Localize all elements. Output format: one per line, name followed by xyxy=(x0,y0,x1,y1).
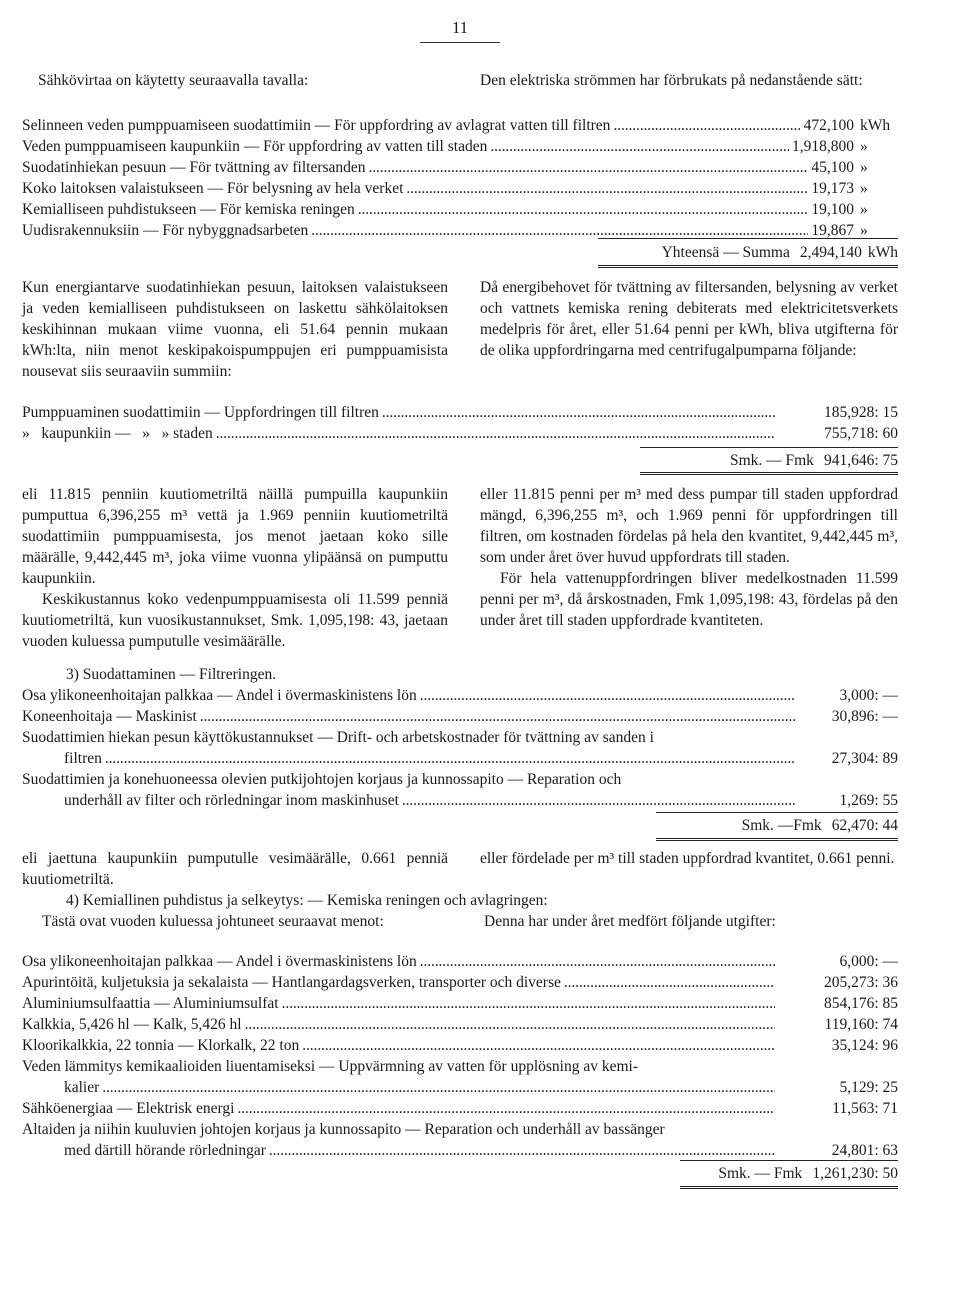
item-value: 19,100 xyxy=(811,201,854,218)
total-value: 941,646: 75 xyxy=(823,452,898,469)
item-value: 755,718: 60 xyxy=(823,425,898,442)
item-label: » kaupunkiin — » » staden xyxy=(22,425,213,442)
page-number-rule xyxy=(420,42,500,43)
item-label-2: filtren xyxy=(64,750,102,767)
item-unit: » xyxy=(860,222,868,239)
page-number: 11 xyxy=(451,18,469,37)
electricity-row xyxy=(22,136,898,157)
filtering-total xyxy=(560,815,898,836)
filtering-row xyxy=(22,706,898,727)
filtering-double-rule xyxy=(656,838,898,841)
cost-sv-2: För hela vattenuppfordringen bliver medelkostnaden 11.599 penni per m³, då årskostnaden, Fmk 1,095,198: 43, fördelas på den under året till staden uppfordrade kvantiteten. xyxy=(480,570,898,629)
electricity-row xyxy=(22,157,898,178)
item-value: 19,173 xyxy=(811,180,854,197)
cost-text-fi xyxy=(22,484,448,652)
chemical-row-wrap xyxy=(22,1119,898,1161)
item-label-2: med därtill hörande rörledningar xyxy=(64,1142,266,1159)
pumping-row xyxy=(22,423,898,444)
item-value: 854,176: 85 xyxy=(823,995,898,1012)
item-label: Osa ylikoneenhoitajan palkkaa — Andel i övermaskinistens lön xyxy=(22,953,417,970)
item-label: Aluminiumsulfaattia — Aluminiumsulfat xyxy=(22,995,279,1012)
filtering-row-wrap xyxy=(22,769,898,811)
chemical-table xyxy=(22,951,898,1161)
cost-fi-2: Keskikustannus koko vedenpumppuamisesta oli 11.599 penniä kuutiometriltä, kun vuosikustannukset, Smk. 1,095,198: 43, jaetaan vuoden kuluessa pumputulle vesimäärälle. xyxy=(22,591,448,650)
electricity-double-rule xyxy=(598,265,898,268)
chemical-intro-sv: Denna har under året medfört följande utgifter: xyxy=(484,913,776,930)
item-label-1: Suodattimien ja konehuoneessa olevien putkijohtojen korjaus ja kunnossapito — Reparation och xyxy=(22,771,622,788)
total-value: 62,470: 44 xyxy=(831,817,898,834)
chemical-sum-rule xyxy=(680,1160,898,1161)
item-value: 1,269: 55 xyxy=(839,792,898,809)
item-label: Suodatinhiekan pesuun — För tvättning av filtersanden xyxy=(22,159,366,176)
item-value: 45,100 xyxy=(811,159,854,176)
cost-fi-1: eli 11.815 penniin kuutiometriltä näillä pumpuilla kaupunkiin pumputtua 6,396,255 m³ vettä ja 1.969 penniin kuutiometriltä suodattimiin pumppuamisesta, jos menot jaetaan koko sille määrälle, 9,442,445 m³, joka viime vuonna ylipäänsä on pumputtu kaupunkiin. xyxy=(22,486,448,587)
item-value: 19,867 xyxy=(811,222,854,239)
chemical-double-rule xyxy=(680,1186,898,1189)
item-value: 119,160: 74 xyxy=(824,1016,898,1033)
electricity-sum-rule xyxy=(598,238,898,239)
filtering-row xyxy=(22,748,898,769)
item-label-1: Veden lämmitys kemikaalioiden liuentamiseksi — Uppvärmning av vatten för upplösning av kemi- xyxy=(22,1058,638,1075)
item-value: 185,928: 15 xyxy=(823,404,898,421)
item-value: 35,124: 96 xyxy=(831,1037,898,1054)
item-label: Selinneen veden pumppuamiseen suodattimiin — För uppfordring av avlagrat vatten till filtren xyxy=(22,117,611,134)
cost-sv-1: eller 11.815 penni per m³ med dess pumpar till staden uppfordrad mängd, 6,396,255 m³, och 1.969 penni för uppfordringen till filtren, om kostnaden fördelas på hela den kvantitet, 9,442,445 m³, som under året över huvud uppfordrats till staden. xyxy=(480,486,898,566)
chemical-row xyxy=(22,1035,898,1056)
filtering-heading: 3) Suodattaminen — Filtreringen. xyxy=(66,666,277,683)
item-value: 1,918,800 xyxy=(792,138,854,155)
energy-text-sv: Då energibehovet för tvättning av filtersanden, belysning av verket och vattnets kemiska rening debiterats med elektricitetsverkets medelpris för året, eller 51.64 penni per kWh, bliva utgifterna för de olika uppfordringarna med centrifugalpumparna följande: xyxy=(480,279,898,359)
chemical-row xyxy=(22,972,898,993)
item-value: 205,273: 36 xyxy=(823,974,898,991)
item-label-1: Suodattimien hiekan pesun käyttökustannukset — Drift- och arbetskostnader för tvättning av sanden i xyxy=(22,729,654,746)
item-label: Kalkkia, 5,426 hl — Kalk, 5,426 hl xyxy=(22,1016,242,1033)
total-label: Smk. —Fmk xyxy=(741,817,822,834)
filtering-per-m3-sv: eller fördelade per m³ till staden uppfordrad kvantitet, 0.661 penni. xyxy=(480,850,895,867)
item-label: Uudisrakennuksiin — För nybyggnadsarbeten xyxy=(22,222,309,239)
electricity-row xyxy=(22,199,898,220)
item-unit: » xyxy=(860,159,868,176)
total-label: Smk. — Fmk xyxy=(718,1165,803,1182)
item-value: 5,129: 25 xyxy=(839,1079,898,1096)
item-label: Kloorikalkkia, 22 tonnia — Klorkalk, 22 ton xyxy=(22,1037,300,1054)
filtering-row-wrap xyxy=(22,727,898,769)
electricity-table xyxy=(22,115,898,241)
item-value: 27,304: 89 xyxy=(831,750,898,767)
item-label: Sähköenergiaa — Elektrisk energi xyxy=(22,1100,235,1117)
electricity-total xyxy=(560,242,898,263)
total-label: Smk. — Fmk xyxy=(729,452,814,469)
item-value: 24,801: 63 xyxy=(831,1142,898,1159)
item-unit: » xyxy=(860,180,868,197)
pumping-row xyxy=(22,402,898,423)
item-value: 472,100 xyxy=(803,117,854,134)
filtering-sum-rule xyxy=(656,812,898,813)
item-label: Koneenhoitaja — Maskinist xyxy=(22,708,197,725)
item-unit: » xyxy=(860,201,868,218)
total-label: Yhteensä — Summa xyxy=(661,244,790,261)
energy-text-fi: Kun energiantarve suodatinhiekan pesuun, laitoksen valaistukseen ja veden kemialliseen puhdistukseen on laskettu sähkölaitoksen keskihinnan mukaan viime vuonna, eli 51.64 pennin mukaan kWh:lta, niin menot keskipakoispumppujen eri pumppuamisista nousevat siis seuraaviin summiin: xyxy=(22,279,448,380)
item-unit: kWh xyxy=(860,117,891,134)
filtering-table xyxy=(22,685,898,811)
chemical-row xyxy=(22,951,898,972)
item-value: 6,000: — xyxy=(839,953,898,970)
total-unit: kWh xyxy=(867,244,898,261)
chemical-heading: 4) Kemiallinen puhdistus ja selkeytys: — Kemiska reningen och avlagringen: xyxy=(66,892,548,909)
filtering-row xyxy=(22,790,898,811)
item-label: Apurintöitä, kuljetuksia ja sekalaista — Hantlangardagsverken, transporter och diverse xyxy=(22,974,561,991)
electricity-row xyxy=(22,178,898,199)
chemical-intro-fi: Tästä ovat vuoden kuluessa johtuneet seuraavat menot: xyxy=(42,913,384,930)
item-value: 3,000: — xyxy=(839,687,898,704)
item-value: 11,563: 71 xyxy=(832,1100,898,1117)
item-label: Veden pumppuamiseen kaupunkiin — För uppfordring av vatten till staden xyxy=(22,138,488,155)
item-label-2: kalier xyxy=(64,1079,100,1096)
item-label: Pumppuaminen suodattimiin — Uppfordringen till filtren xyxy=(22,404,379,421)
chemical-row xyxy=(22,1098,898,1119)
cost-text-sv xyxy=(480,484,898,631)
chemical-row xyxy=(22,1014,898,1035)
filtering-row xyxy=(22,685,898,706)
chemical-row xyxy=(22,993,898,1014)
filtering-per-m3-fi: eli jaettuna kaupunkiin pumputulle vesimäärälle, 0.661 penniä kuutiometriltä. xyxy=(22,850,448,888)
chemical-row xyxy=(22,1140,898,1161)
item-label: Kemialliseen puhdistukseen — För kemiska reningen xyxy=(22,201,355,218)
electricity-intro-sv: Den elektriska strömmen har förbrukats på nedanstående sätt: xyxy=(480,72,863,89)
pumping-double-rule xyxy=(640,472,898,475)
item-label-2: underhåll av filter och rörledningar inom maskinhuset xyxy=(64,792,399,809)
electricity-row xyxy=(22,115,898,136)
total-value: 2,494,140 xyxy=(799,244,862,261)
total-value: 1,261,230: 50 xyxy=(812,1165,898,1182)
electricity-intro-fi: Sähkövirtaa on käytetty seuraavalla tavalla: xyxy=(38,72,309,89)
item-label: Osa ylikoneenhoitajan palkkaa — Andel i övermaskinistens lön xyxy=(22,687,417,704)
item-label: Koko laitoksen valaistukseen — För belysning av hela verket xyxy=(22,180,404,197)
pumping-sum-rule xyxy=(640,447,898,448)
item-unit: » xyxy=(860,138,868,155)
chemical-row-wrap xyxy=(22,1056,898,1098)
chemical-total xyxy=(560,1163,898,1184)
chemical-row xyxy=(22,1077,898,1098)
item-label-1: Altaiden ja niihin kuuluvien johtojen korjaus ja kunnossapito — Reparation och underhåll av bassänger xyxy=(22,1121,665,1138)
item-value: 30,896: — xyxy=(831,708,898,725)
pumping-total xyxy=(560,450,898,471)
pumping-table xyxy=(22,402,898,444)
